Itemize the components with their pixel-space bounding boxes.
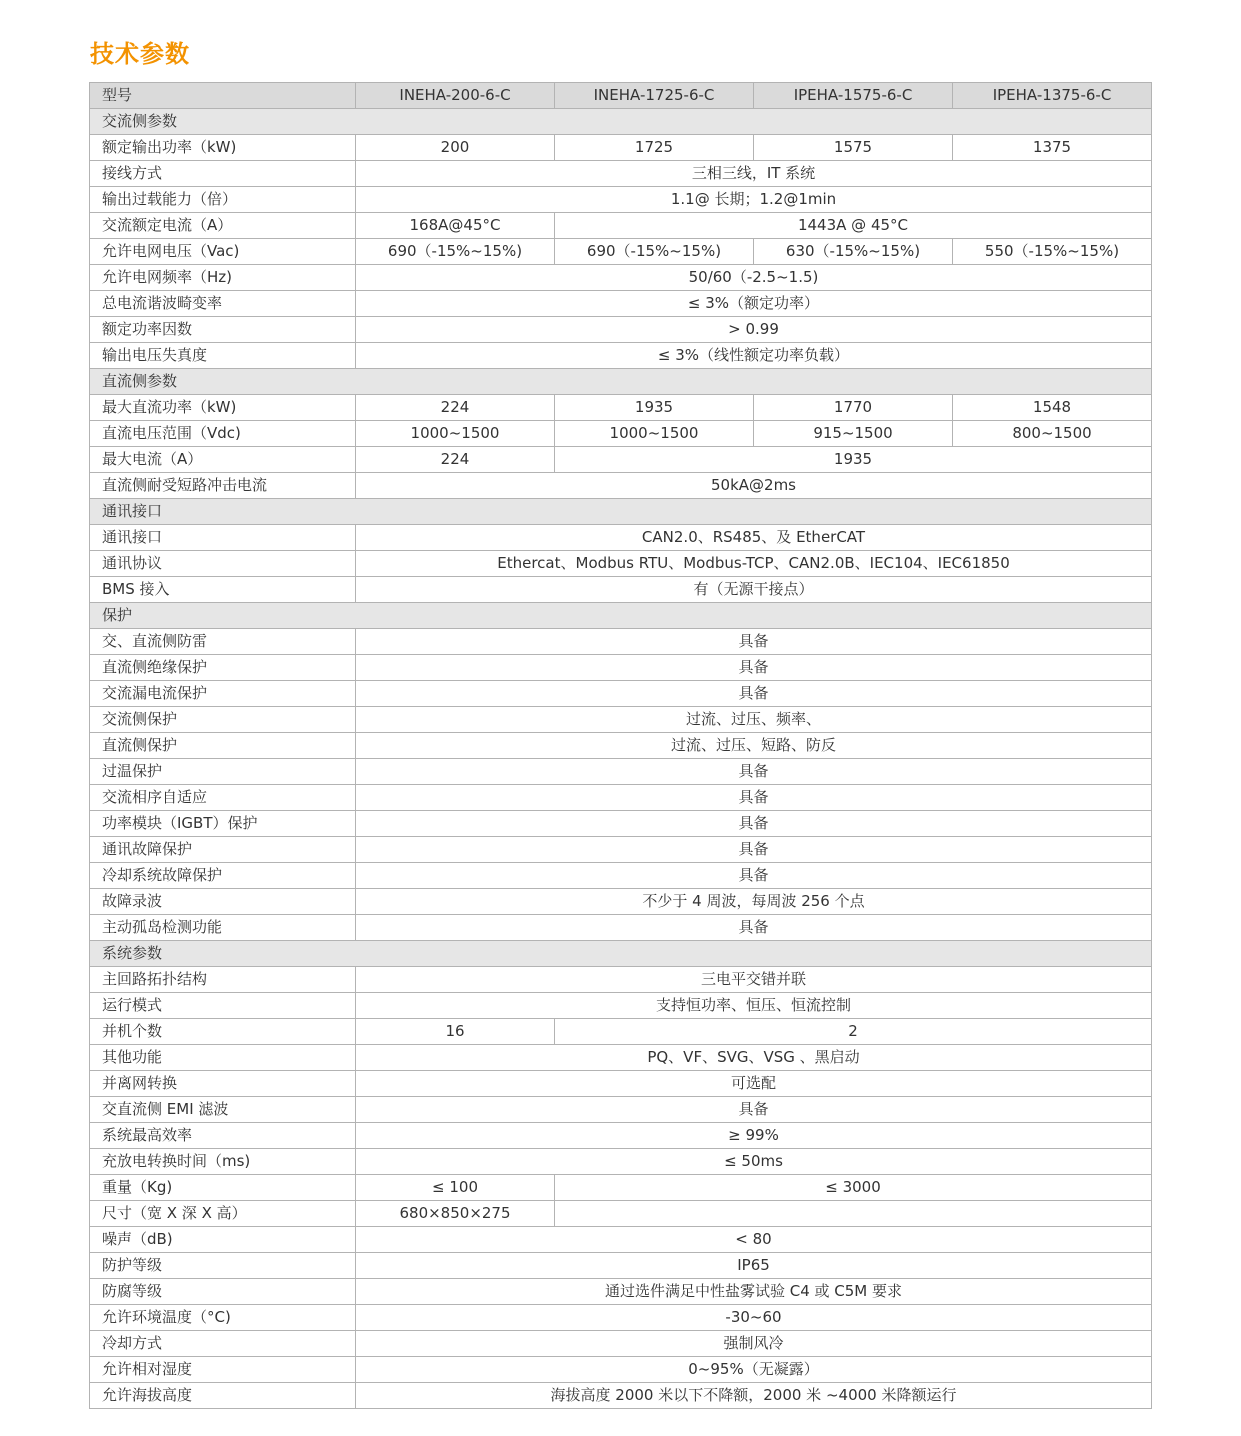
row-value: 50kA@2ms [356, 473, 1152, 499]
table-row [90, 837, 1152, 863]
row-label: 系统最高效率 [90, 1123, 356, 1149]
table-row [90, 1071, 1152, 1097]
row-label: 运行模式 [90, 993, 356, 1019]
row-label: 允许电网频率（Hz) [90, 265, 356, 291]
row-value: 支持恒功率、恒压、恒流控制 [356, 993, 1152, 1019]
row-value: 690（-15%~15%) [356, 239, 555, 265]
row-label: 允许电网电压（Vac) [90, 239, 356, 265]
table-row [90, 811, 1152, 837]
row-value: > 0.99 [356, 317, 1152, 343]
row-value: 具备 [356, 629, 1152, 655]
table-row [90, 1383, 1152, 1409]
row-value: 680×850×275 [356, 1201, 555, 1227]
row-label: 输出电压失真度 [90, 343, 356, 369]
row-value: 具备 [356, 915, 1152, 941]
table-row [90, 239, 1152, 265]
row-value: 2 [555, 1019, 1152, 1045]
row-value: 具备 [356, 681, 1152, 707]
row-label: 直流侧绝缘保护 [90, 655, 356, 681]
row-label: 交流漏电流保护 [90, 681, 356, 707]
row-value: 过流、过压、频率、 [356, 707, 1152, 733]
section-header-row [90, 499, 1152, 525]
table-row [90, 187, 1152, 213]
row-value: ≤ 3%（线性额定功率负载） [356, 343, 1152, 369]
row-label: 冷却系统故障保护 [90, 863, 356, 889]
table-row [90, 655, 1152, 681]
row-value: 1575 [754, 135, 953, 161]
section-title: 交流侧参数 [90, 109, 1152, 135]
header-model-label: 型号 [90, 83, 356, 109]
table-row [90, 343, 1152, 369]
row-value: 具备 [356, 655, 1152, 681]
table-row [90, 421, 1152, 447]
row-value: 不少于 4 周波，每周波 256 个点 [356, 889, 1152, 915]
row-value: CAN2.0、RS485、及 EtherCAT [356, 525, 1152, 551]
row-value: 1.1@ 长期；1.2@1min [356, 187, 1152, 213]
row-value: 具备 [356, 863, 1152, 889]
section-title: 保护 [90, 603, 1152, 629]
row-label: 额定功率因数 [90, 317, 356, 343]
row-value: 1000~1500 [555, 421, 754, 447]
table-row [90, 1331, 1152, 1357]
row-value: 过流、过压、短路、防反 [356, 733, 1152, 759]
row-label: 总电流谐波畸变率 [90, 291, 356, 317]
row-label: 功率模块（IGBT）保护 [90, 811, 356, 837]
row-label: 接线方式 [90, 161, 356, 187]
table-row [90, 1175, 1152, 1201]
row-label: 主动孤岛检测功能 [90, 915, 356, 941]
row-value: 1443A @ 45°C [555, 213, 1152, 239]
row-label: 尺寸（宽 X 深 X 高） [90, 1201, 356, 1227]
table-row [90, 1305, 1152, 1331]
row-label: 输出过载能力（倍） [90, 187, 356, 213]
table-row [90, 1253, 1152, 1279]
table-row [90, 577, 1152, 603]
row-value: 有（无源干接点） [356, 577, 1152, 603]
row-value: 550（-15%~15%) [953, 239, 1152, 265]
row-value: 16 [356, 1019, 555, 1045]
row-value: ≤ 3000 [555, 1175, 1152, 1201]
section-header-row [90, 109, 1152, 135]
row-label: 充放电转换时间（ms) [90, 1149, 356, 1175]
row-label: 最大直流功率（kW) [90, 395, 356, 421]
row-label: 主回路拓扑结构 [90, 967, 356, 993]
row-value: ≤ 50ms [356, 1149, 1152, 1175]
table-row [90, 473, 1152, 499]
table-row [90, 1045, 1152, 1071]
section-header-row [90, 603, 1152, 629]
table-row [90, 993, 1152, 1019]
header-model-4: IPEHA-1375-6-C [953, 83, 1152, 109]
table-row [90, 447, 1152, 473]
table-row [90, 1357, 1152, 1383]
table-row [90, 967, 1152, 993]
row-value: 可选配 [356, 1071, 1152, 1097]
table-row [90, 1097, 1152, 1123]
spec-table-body [90, 109, 1152, 1409]
row-value: -30~60 [356, 1305, 1152, 1331]
section-title: 通讯接口 [90, 499, 1152, 525]
row-value: 强制风冷 [356, 1331, 1152, 1357]
row-value: 1770 [754, 395, 953, 421]
row-value: 具备 [356, 759, 1152, 785]
row-label: 交直流侧 EMI 滤波 [90, 1097, 356, 1123]
table-row [90, 1227, 1152, 1253]
row-value: 1935 [555, 447, 1152, 473]
row-value: 三相三线，IT 系统 [356, 161, 1152, 187]
table-row [90, 135, 1152, 161]
table-row [90, 161, 1152, 187]
row-label: 重量（Kg) [90, 1175, 356, 1201]
table-row [90, 1123, 1152, 1149]
row-label: 最大电流（A） [90, 447, 356, 473]
table-row [90, 863, 1152, 889]
row-label: 交流额定电流（A） [90, 213, 356, 239]
row-value: 690（-15%~15%) [555, 239, 754, 265]
row-label: 交流侧保护 [90, 707, 356, 733]
table-row [90, 785, 1152, 811]
section-header-row [90, 941, 1152, 967]
row-value: 具备 [356, 811, 1152, 837]
table-row [90, 1149, 1152, 1175]
row-value: 具备 [356, 837, 1152, 863]
page-title: 技术参数 [90, 40, 190, 68]
row-value: 三电平交错并联 [356, 967, 1152, 993]
row-value: 200 [356, 135, 555, 161]
row-value: 通过选件满足中性盐雾试验 C4 或 C5M 要求 [356, 1279, 1152, 1305]
section-title: 直流侧参数 [90, 369, 1152, 395]
row-value: 1000~1500 [356, 421, 555, 447]
row-value: ≥ 99% [356, 1123, 1152, 1149]
row-value: 具备 [356, 785, 1152, 811]
row-value: 具备 [356, 1097, 1152, 1123]
table-row [90, 707, 1152, 733]
row-value: 50/60（-2.5~1.5) [356, 265, 1152, 291]
spec-table [89, 82, 1152, 1409]
header-model-1: INEHA-200-6-C [356, 83, 555, 109]
row-label: 交流相序自适应 [90, 785, 356, 811]
row-label: 额定输出功率（kW) [90, 135, 356, 161]
row-label: 直流侧保护 [90, 733, 356, 759]
table-row [90, 291, 1152, 317]
row-value: 800~1500 [953, 421, 1152, 447]
table-row [90, 681, 1152, 707]
table-header-row [90, 83, 1152, 109]
row-value: 630（-15%~15%) [754, 239, 953, 265]
row-label: 通讯故障保护 [90, 837, 356, 863]
row-label: 冷却方式 [90, 1331, 356, 1357]
row-label: 允许海拔高度 [90, 1383, 356, 1409]
table-row [90, 551, 1152, 577]
table-row [90, 1019, 1152, 1045]
row-label: 噪声（dB) [90, 1227, 356, 1253]
row-label: BMS 接入 [90, 577, 356, 603]
row-label: 并机个数 [90, 1019, 356, 1045]
row-value: PQ、VF、SVG、VSG 、黑启动 [356, 1045, 1152, 1071]
row-value: Ethercat、Modbus RTU、Modbus-TCP、CAN2.0B、IEC104、IEC61850 [356, 551, 1152, 577]
row-value: < 80 [356, 1227, 1152, 1253]
row-label: 其他功能 [90, 1045, 356, 1071]
header-model-2: INEHA-1725-6-C [555, 83, 754, 109]
row-label: 通讯协议 [90, 551, 356, 577]
row-value [555, 1201, 1152, 1227]
row-value: 1375 [953, 135, 1152, 161]
section-title: 系统参数 [90, 941, 1152, 967]
header-model-3: IPEHA-1575-6-C [754, 83, 953, 109]
row-label: 并离网转换 [90, 1071, 356, 1097]
row-label: 直流电压范围（Vdc) [90, 421, 356, 447]
row-value: 海拔高度 2000 米以下不降额，2000 米 ~4000 米降额运行 [356, 1383, 1152, 1409]
row-value: ≤ 100 [356, 1175, 555, 1201]
row-label: 过温保护 [90, 759, 356, 785]
row-label: 交、直流侧防雷 [90, 629, 356, 655]
row-value: IP65 [356, 1253, 1152, 1279]
table-row [90, 733, 1152, 759]
row-value: 1935 [555, 395, 754, 421]
row-value: 1725 [555, 135, 754, 161]
section-header-row [90, 369, 1152, 395]
table-row [90, 525, 1152, 551]
row-value: ≤ 3%（额定功率） [356, 291, 1152, 317]
row-value: 224 [356, 447, 555, 473]
table-row [90, 889, 1152, 915]
row-label: 允许环境温度（°C) [90, 1305, 356, 1331]
row-value: 1548 [953, 395, 1152, 421]
row-value: 168A@45°C [356, 213, 555, 239]
table-row [90, 759, 1152, 785]
row-label: 直流侧耐受短路冲击电流 [90, 473, 356, 499]
table-row [90, 1279, 1152, 1305]
table-row [90, 265, 1152, 291]
row-value: 915~1500 [754, 421, 953, 447]
table-row [90, 317, 1152, 343]
row-label: 故障录波 [90, 889, 356, 915]
row-label: 允许相对湿度 [90, 1357, 356, 1383]
row-label: 防护等级 [90, 1253, 356, 1279]
table-row [90, 1201, 1152, 1227]
table-row [90, 213, 1152, 239]
row-label: 防腐等级 [90, 1279, 356, 1305]
row-label: 通讯接口 [90, 525, 356, 551]
table-row [90, 395, 1152, 421]
table-row [90, 629, 1152, 655]
table-row [90, 915, 1152, 941]
row-value: 0~95%（无凝露） [356, 1357, 1152, 1383]
row-value: 224 [356, 395, 555, 421]
